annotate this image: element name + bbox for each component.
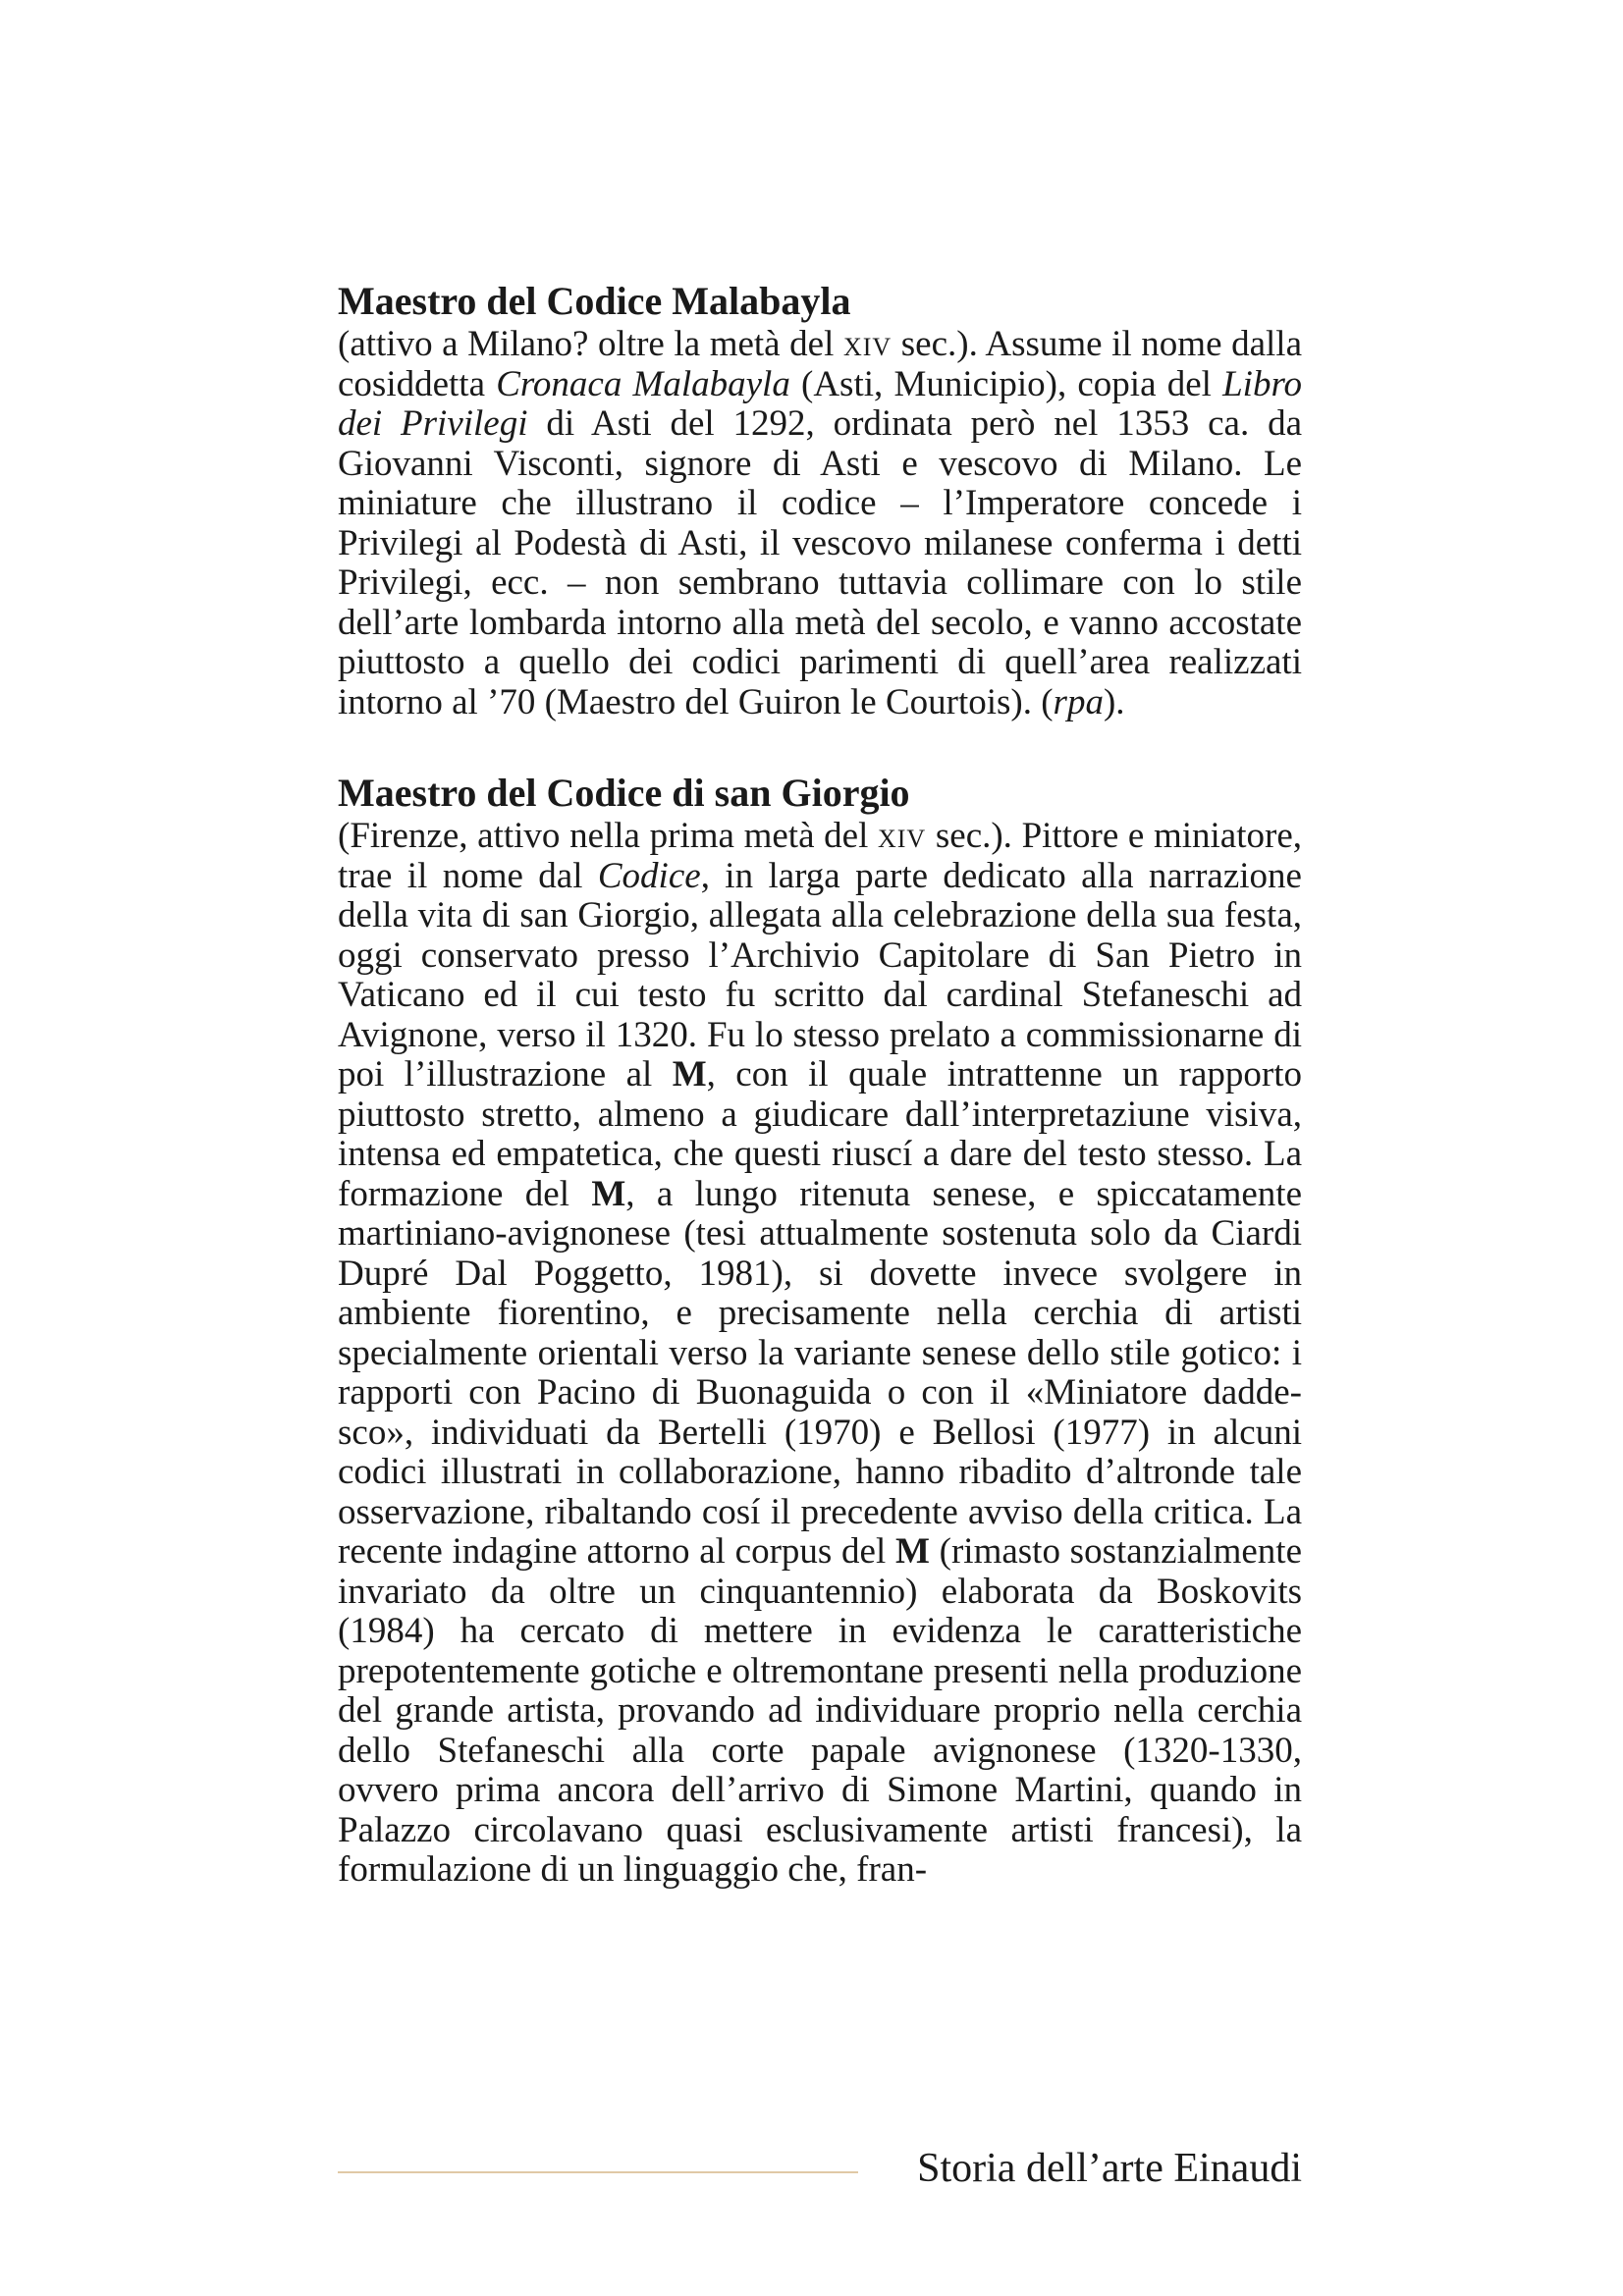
- body-text: (attivo a Milano? oltre la metà del: [338, 324, 843, 364]
- body-text: , in larga parte dedicato alla narrazione della vita di san Giorgio, allegata alla celebrazione della sua festa, oggi conservato presso l’Archivio Capitolare di San Pietro in Vaticano ed il cui testo fu scritto dal cardinal Stefaneschi ad Avignone, verso il 1320. Fu lo stesso prelato a commissionarne di poi l’illustrazione al: [338, 855, 1302, 1095]
- entry-title: Maestro del Codice Malabayla: [338, 279, 851, 323]
- entry-body: [338, 817, 1302, 1891]
- body-text: (rimasto sostanzialmente invariato da oltre un cinquantennio) elaborata da Boskovits (1984) ha cercato di mettere in evidenza le caratteristiche prepotentemente gotiche e oltremontane presenti nella produzione del grande artista, provando ad individuare proprio nella cerchia dello Stefaneschi alla corte papale avignonese (1320-1330, ovvero prima ancora dell’arrivo di Simone Martini, quando in Palazzo circolavano quasi esclusivamente artisti francesi), la formulazione di un linguaggio che, fran-: [338, 1531, 1302, 1890]
- italic-title-text: rpa: [1053, 681, 1104, 722]
- entry-maestro-codice-malabayla: [338, 278, 1302, 722]
- entry-maestro-codice-san-giorgio: [338, 770, 1302, 1891]
- italic-title-text: Cronaca Malabayla: [496, 363, 790, 404]
- body-text: , a lungo ritenuta senese, e spiccatamente martiniano-avignonese (tesi attualmente sostenuta solo da Ciardi Dupré Dal Poggetto, 1981), si dovette invece svolgere in ambiente fiorentino, e precisamente nella cerchia di artisti specialmente orientali verso la variante senese dello stile gotico: i rapporti con Pacino di Buonaguida o con il «Miniatore daddesco», individuati da Bertelli (1970) e Bellosi (1977) in alcuni codici illustrati in collaborazione, hanno ribadito d’altronde tale osservazione, ribaltando cosí il precedente avviso della critica. La recente indagine attorno al corpus del: [338, 1173, 1303, 1572]
- bold-abbreviation: M: [894, 1531, 930, 1572]
- bold-abbreviation: M: [591, 1173, 626, 1214]
- century-numeral: xiv: [842, 324, 893, 364]
- body-text: , con il quale intrattenne un rapporto piuttosto stretto, almeno a giudicare dall’interpretaziune visiva, intensa ed empatetica, che questi riuscí a dare del testo stesso. La formazione del: [338, 1054, 1302, 1214]
- body-text: sec.). Assume il nome dalla cosiddetta: [338, 324, 1302, 404]
- italic-title-text: Codice: [597, 855, 701, 896]
- body-text: (Firenze, attivo nella prima metà del: [338, 816, 878, 856]
- page-text-column: [338, 278, 1302, 1891]
- footer-rule: [338, 2171, 858, 2173]
- century-numeral: xiv: [878, 816, 927, 856]
- body-text: (Asti, Municipio), copia del: [789, 363, 1223, 404]
- body-text: ).: [1103, 681, 1125, 722]
- body-text: di Asti del 1292, ordinata però nel 1353 ca. da Giovanni Visconti, signore di Asti e vescovo di Milano. Le miniature che illustrano il codice – l’Imperatore concede i Privilegi al Podestà di Asti, il vescovo milanese conferma i detti Privilegi, ecc. – non sembrano tuttavia collimare con lo stile dell’arte lombarda intorno alla metà del secolo, e vanno accostate piuttosto a quello dei codici parimenti di quell’area realizzati intorno al ’70 (Maestro del Guiron le Courtois). (: [338, 403, 1302, 722]
- entry-body: [338, 325, 1302, 722]
- footer-publisher-label: Storia dell’arte Einaudi: [917, 2146, 1302, 2191]
- italic-title-text: Libro dei Privilegi: [338, 363, 1302, 444]
- bold-abbreviation: M: [672, 1054, 707, 1095]
- entry-title: Maestro del Codice di san Giorgio: [338, 771, 910, 815]
- body-text: sec.). Pittore e miniatore, trae il nome dal: [338, 816, 1303, 896]
